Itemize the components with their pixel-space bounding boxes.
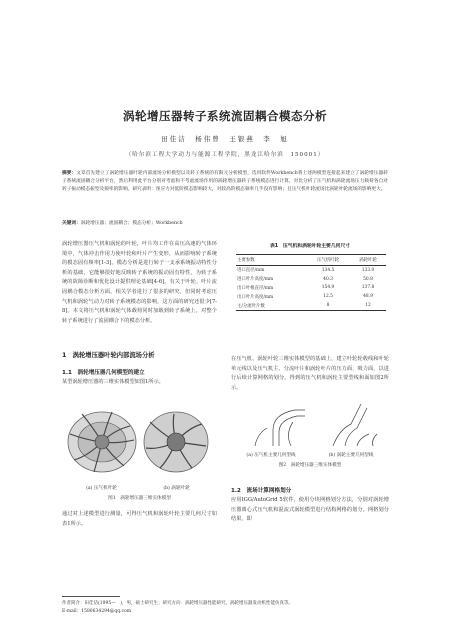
geometry-paragraph: 在压气机、涡轮叶轮三维实体模型的基础上，建立叶轮轮毂线和叶轮单元线以及压气机主、分流叶片和涡轮叶片的压力面、吸力面，以进行后续计算网格的划分。得到的压气机和涡轮主要型线和面如图2所示。 — [231, 356, 389, 391]
abstract-label: 摘要： — [62, 171, 77, 176]
table-cell: 进口叶片高度/mm — [237, 277, 274, 283]
abstract — [62, 170, 388, 195]
table-cell: 12 — [350, 301, 386, 310]
table-cell: 137.8 — [361, 285, 375, 291]
affiliation: （哈尔滨工程大学动力与能源工程学院，黑龙江哈尔滨 150001） — [125, 152, 325, 158]
table-header-cell: 主要参数 — [236, 255, 306, 266]
table-1-caption: 表1 压气机和涡轮叶轮主要几何尺寸 — [269, 244, 351, 249]
intro-paragraph: 涡轮增压器压气机和涡轮的叶轮，叶片均工作在高压高速的气体环境中，气体冲击作用力使叶轮和叶片产生变形，从而影响转子系统的模态固有频率[1-3]。模态分析是进行转子一支承系统振动特性分析的基础，它能够很好地反映转子系统的振动固有特性，为转子系统的故障诊断和优化设计提供理论基础[4-6]。有关于叶轮、叶片流固耦合模态分析方面，相关学者进行了很多的研究，但同时考虑压气机和涡轮气动力对转子系统模态的影响，这方面的研究还很少[7-8]。本文将压气机和涡轮气体载荷同时加载到转子系统上，对整个转子系统进行了流固耦合下的模态分析。 — [62, 241, 217, 324]
keywords-text: 涡轮增压器；流固耦合；模态分析；Workbench — [80, 221, 183, 226]
footnote-email: E-mail：1580634294@qq.com — [62, 609, 132, 614]
footnote-author-info: 作者简介：田佳洁(1995— )，男，硕士研究生；研究方向：涡轮增压器性能研究，涡轮增压器发动机性能仿真等。 — [62, 601, 293, 606]
table-row — [236, 292, 386, 301]
table-cell: 50.8 — [363, 276, 373, 282]
table-intro-paragraph: 通过对上述模型进行测量，可得压气机和涡轮叶轮主要几何尺寸如表1所示。 — [62, 511, 217, 527]
table-cell: 48.9 — [363, 294, 373, 300]
table-row — [236, 266, 386, 275]
section-1-2-heading: 1.2 流场计算网格划分 — [231, 488, 292, 494]
figure-2-image — [233, 400, 388, 450]
table-header-row — [236, 255, 386, 266]
paper-title: 涡轮增压器转子系统流固耦合模态分析 — [123, 109, 327, 123]
turbine-wheel-drawing — [144, 412, 208, 472]
table-cell: 出口叶根直径/mm — [237, 285, 274, 291]
compressor-profile-lines — [255, 410, 305, 446]
keywords — [62, 220, 388, 228]
figure-1-caption: 图1 涡轮增压器三维实体模型 — [108, 496, 171, 501]
figure-1a-label: (a) 压气机叶轮 — [86, 486, 117, 491]
table-cell: 40.3 — [323, 276, 333, 282]
section-1-1-heading: 1.1 涡轮增压器几何模型的建立 — [62, 370, 145, 376]
figure-2-caption: 图2 涡轮增压器三维实体模型 — [278, 463, 342, 468]
table-header-cell: 压气机叶轮 — [306, 255, 350, 266]
table-cell: 134.5 — [321, 267, 335, 273]
section-1-1-paragraph: 某型涡轮增压器的三维实体模型如图1所示。 — [62, 379, 164, 385]
footnote-rule — [62, 596, 120, 597]
table-1 — [236, 254, 386, 311]
figure-2b-label: (b) 涡轮主要几何型线 — [328, 453, 374, 458]
keywords-label: 关键词： — [62, 221, 81, 226]
author-list: 田佳洁 杨伟曾 王银燕 李 旭 — [161, 135, 289, 143]
table-cell: 154.9 — [321, 285, 335, 291]
table-cell: 8 — [306, 301, 350, 310]
table-row — [236, 284, 386, 293]
figure-1b-label: (b) 涡轮叶轮 — [163, 486, 190, 491]
section-1-2-paragraph: 应用IGG/AutoGrid 5软件，使用分块网格划分方法，分别对涡轮增压器离心式压气机和混流式涡轮模型进行结构网格的划分。网格划分结果，即 — [231, 497, 389, 523]
table-cell: 12.5 — [323, 294, 333, 300]
table-header-cell: 涡轮叶轮 — [350, 255, 386, 266]
figure-2a-label: (a) 压气机主要几何型线 — [246, 453, 296, 458]
turbine-profile-lines — [333, 404, 377, 446]
table-cell: 出口叶片高度/mm — [237, 294, 274, 300]
footnote — [62, 600, 392, 616]
section-1-heading: 1 涡轮增压器叶轮内部流场分析 — [62, 352, 155, 359]
figure-1-image — [64, 400, 214, 482]
table-cell: 133.0 — [361, 267, 375, 273]
compressor-wheel-drawing — [68, 412, 136, 472]
table-cell: 主/分流叶片数 — [236, 301, 306, 310]
table-row — [236, 275, 386, 284]
abstract-text: 文章首先建立了涡轮增压器叶轮内部流场分析模型以及转子系统的有限元分析模型，选用软件Workbench将上述两模型连接起来建立了涡轮增压器转子系统流固耦合分析平台，然后利用此平台分别对考虑和不考虑流场作用的涡轮增压器转子系统模态进行计算，对比分析了压气机和涡轮流场压力载荷各自对转子振动模态振型及频率的影响。研究表明：预应力对低阶模态影响较大，对较高阶模态频率几乎没有影响；且压气机叶轮流场比涡轮叶轮流场的影响更大。 — [62, 171, 388, 193]
table-cell: 进口直径/mm — [237, 268, 265, 274]
table-row — [236, 301, 386, 310]
